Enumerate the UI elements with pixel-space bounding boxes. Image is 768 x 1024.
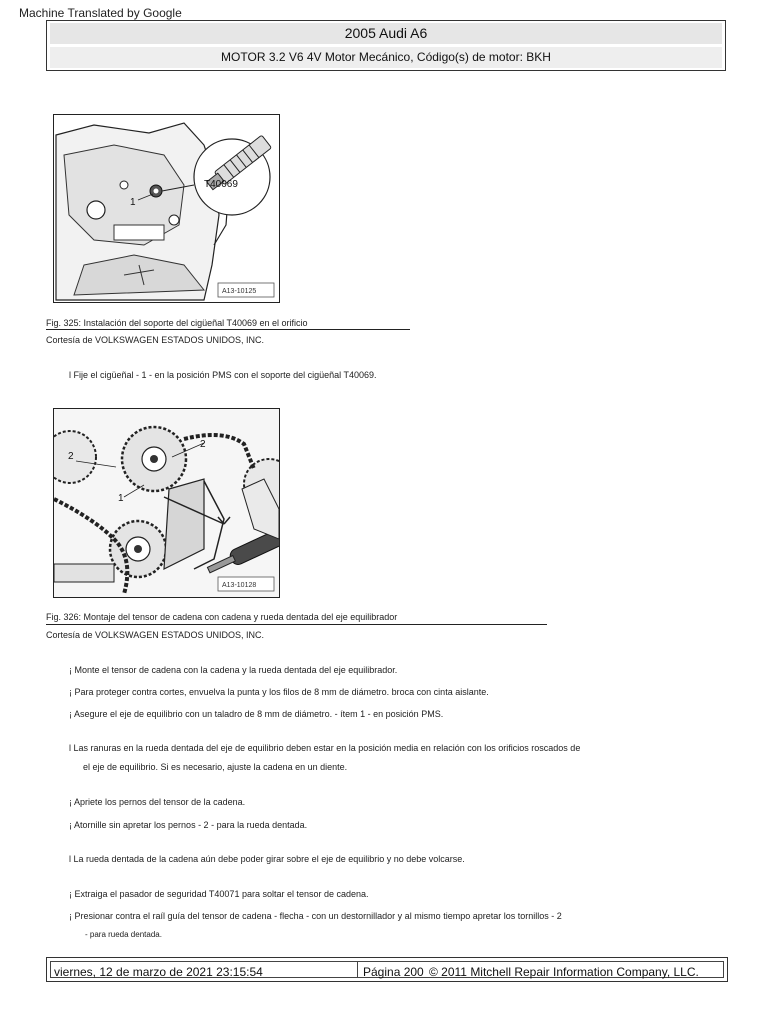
caption-underline: [46, 624, 547, 625]
footer-date: viernes, 12 de marzo de 2021 23:15:54: [54, 965, 263, 979]
instruction-step: ¡ Extraiga el pasador de seguridad T40071 para soltar el tensor de cadena.: [69, 889, 369, 899]
callout-2-right: 2: [200, 439, 206, 450]
instruction-step: ¡ Asegure el eje de equilibrio con un taladro de 8 mm de diámetro. - ítem 1 - en posición PMS.: [69, 709, 444, 719]
figure-326-courtesy: Cortesía de VOLKSWAGEN ESTADOS UNIDOS, INC.: [46, 630, 265, 640]
figure-ref-code: A13-10125: [222, 288, 257, 295]
footer-inner: [50, 961, 724, 978]
instruction-step: ¡ Atornille sin apretar los pernos - 2 - para la rueda dentada.: [69, 820, 308, 830]
document-title: 2005 Audi A6: [50, 23, 722, 44]
instruction-step: ¡ Monte el tensor de cadena con la cadena y la rueda dentada del eje equilibrador.: [69, 665, 398, 675]
figure-326-caption: Fig. 326: Montaje del tensor de cadena con cadena y rueda dentada del eje equilibrador: [46, 612, 398, 622]
chain-tensioner-drawing: [54, 409, 279, 597]
figure-325-caption: Fig. 325: Instalación del soporte del cigüeñal T40069 en el orificio: [46, 318, 308, 328]
instruction-step-continued: - para rueda dentada.: [85, 930, 162, 939]
figure-ref-code: A13-10128: [222, 582, 257, 589]
instruction-step: ¡ Presionar contra el raíl guía del tensor de cadena - flecha - con un destornillador y al mismo tiempo apretar los tornillos - 2: [69, 911, 562, 921]
instruction-step: l La rueda dentada de la cadena aún debe poder girar sobre el eje de equilibrio y no debe volcarse.: [69, 854, 465, 864]
figure-325-illustration: [53, 114, 280, 303]
callout-2-left: 2: [68, 451, 74, 462]
instruction-step-continued: el eje de equilibrio. Si es necesario, ajuste la cadena en un diente.: [83, 762, 348, 772]
machine-translation-banner: Machine Translated by Google: [19, 6, 182, 20]
engine-block-drawing: [54, 115, 279, 302]
footer-divider: [357, 962, 358, 977]
document-footer: [46, 957, 728, 982]
instruction-step: l Las ranuras en la rueda dentada del eje de equilibrio deben estar en la posición media en relación con los orificios roscados de: [69, 743, 581, 753]
footer-copyright: © 2011 Mitchell Repair Information Company, LLC.: [429, 965, 699, 979]
document-header: [46, 20, 726, 71]
instruction-step: ¡ Apriete los pernos del tensor de la cadena.: [69, 797, 246, 807]
tool-label-t40069: T40069: [204, 179, 238, 190]
instruction-step: ¡ Para proteger contra cortes, envuelva la punta y los filos de 8 mm de diámetro. broca con cinta aislante.: [69, 687, 489, 697]
figure-326-illustration: [53, 408, 280, 598]
instruction-step: l Fije el cigüeñal - 1 - en la posición PMS con el soporte del cigüeñal T40069.: [69, 370, 377, 380]
callout-1: 1: [130, 197, 136, 208]
document-subtitle: MOTOR 3.2 V6 4V Motor Mecánico, Código(s) de motor: BKH: [50, 47, 722, 68]
footer-page-number: Página 200: [363, 965, 424, 979]
figure-325-courtesy: Cortesía de VOLKSWAGEN ESTADOS UNIDOS, INC.: [46, 335, 265, 345]
callout-1: 1: [118, 493, 124, 504]
caption-underline: [46, 329, 410, 330]
